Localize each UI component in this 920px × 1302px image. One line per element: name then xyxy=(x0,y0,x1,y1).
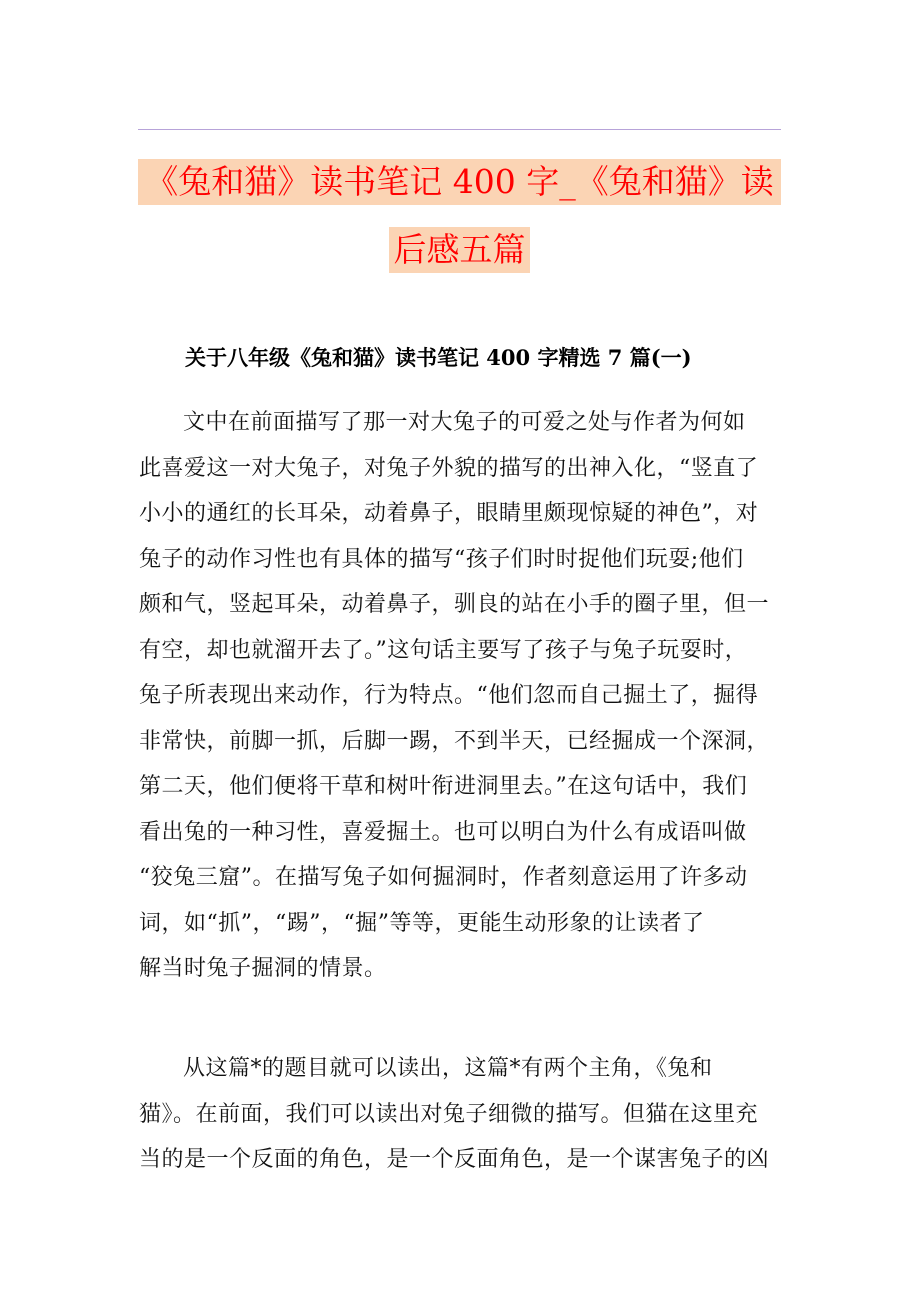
paragraph-line: 解当时兔子掘洞的情景。 xyxy=(139,956,387,981)
header-rule xyxy=(138,129,781,130)
paragraph-line: 猫》。在前面，我们可以读出对兔子细微的描写。但猫在这里充 xyxy=(139,1101,759,1127)
document-title-line-2: 后感五篇 xyxy=(389,227,530,273)
paragraph-2 xyxy=(139,1046,783,1183)
paragraph-line: 兔子的动作习性也有具体的描写“孩子们时时捉他们玩耍;他们 xyxy=(139,546,744,572)
paragraph-line: 从这篇*的题目就可以读出，这篇*有两个主角，《兔和 xyxy=(183,1056,713,1081)
paragraph-line: 当的是一个反面的角色，是一个反面角色，是一个谋害兔子的凶 xyxy=(139,1147,770,1172)
paragraph-line: 颇和气，竖起耳朵，动着鼻子，驯良的站在小手的圈子里，但一 xyxy=(139,592,770,617)
section-heading: 关于八年级《兔和猫》读书笔记 400 字精选 7 篇(一) xyxy=(185,345,692,370)
paragraph-line: 有空，却也就溜开去了。”这句话主要写了孩子与兔子玩耍时， xyxy=(139,637,748,663)
paragraph-line: 兔子所表现出来动作，行为特点。“他们忽而自己掘土了，掘得 xyxy=(139,683,759,708)
paragraph-line: 文中在前面描写了那一对大兔子的可爱之处与作者为何如 xyxy=(183,410,746,435)
paragraph-1 xyxy=(139,400,783,992)
paragraph-line: 此喜爱这一对大兔子，对兔子外貌的描写的出神入化，“竖直了 xyxy=(139,455,759,481)
document-title-line-1: 《兔和猫》读书笔记 400 字_《兔和猫》读 xyxy=(138,159,781,205)
paragraph-line: 非常快，前脚一抓，后脚一踢，不到半天，已经掘成一个深洞， xyxy=(139,728,770,754)
paragraph-line: 第二天，他们便将干草和树叶衔进洞里去。”在这句话中，我们 xyxy=(139,774,748,799)
paragraph-line: “狡兔三窟”。在描写兔子如何掘洞时，作者刻意运用了许多动 xyxy=(139,865,748,890)
paragraph-line: 看出兔的一种习性，喜爱掘土。也可以明白为什么有成语叫做 xyxy=(139,819,747,845)
paragraph-line: 小小的通红的长耳朵，动着鼻子，眼睛里颇现惊疑的神色”，对 xyxy=(139,501,759,526)
paragraph-line: 词，如“抓”，“踢”，“掘”等等，更能生动形象的让读者了 xyxy=(139,910,705,936)
